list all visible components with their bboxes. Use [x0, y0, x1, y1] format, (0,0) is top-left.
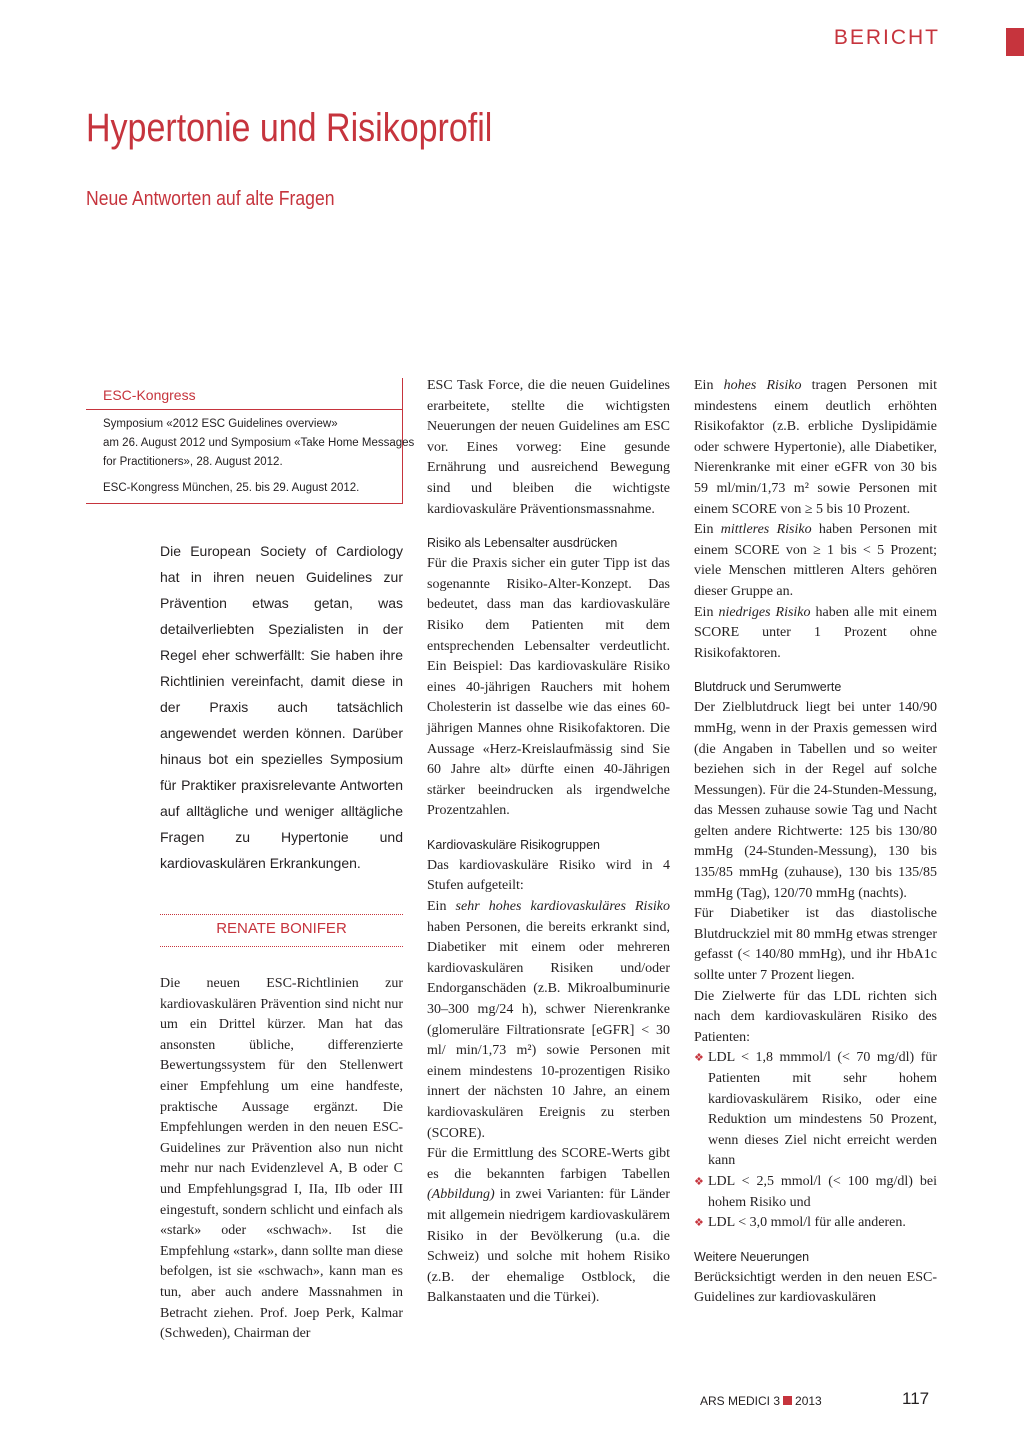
text-run: Ein — [694, 522, 721, 538]
list-item-text: LDL < 2,5 mmol/l (< 100 mg/dl) bei hohem Risiko und — [708, 1173, 937, 1210]
body-paragraph — [427, 1144, 670, 1309]
info-box-line: am 26. August 2012 und Symposium «Take Home Messages — [103, 437, 415, 449]
article-title: Hypertonie und Risikoprofil — [86, 106, 493, 150]
list-item — [694, 1048, 937, 1172]
body-paragraph: Das kardiovaskuläre Risiko wird in 4 Stufen aufgeteilt: — [427, 857, 670, 894]
lead-paragraph: Die European Society of Cardiology hat in ihren neuen Guidelines zur Prävention etwas getan, was detailverliebten Spezialisten in der Regel eher schwerfällt: Sie haben ihre Richtlinien vereinfacht, damit diese in der Praxis auch tatsächlich angewendet werden können. Darüber hinaus bot ein spezielles Symposium für Praktiker praxisrelevante Antworten auf alltägliche und weniger alltägliche Fragen zu Hypertonie und kardiovaskulären Erkrankungen. — [160, 543, 403, 871]
body-paragraph: Für Diabetiker ist das diastolische Blutdruckziel mit 80 mmHg etwas strenger gefasst (< 140/80 mmHg), und ihr HbA1c sollte unter 7 Prozent liegen. — [694, 906, 937, 984]
section-marker-block — [1006, 28, 1024, 56]
diamond-bullet-icon: ❖ — [694, 1217, 704, 1230]
author-divider-top — [160, 914, 403, 915]
diamond-bullet-icon: ❖ — [694, 1175, 704, 1188]
congress-info-box — [86, 378, 415, 504]
emphasis: mittleres Risiko — [720, 522, 812, 538]
body-column-3 — [694, 376, 937, 1309]
list-item-text: LDL < 1,8 mmmol/l (< 70 mg/dl) für Patienten mit sehr hohem kardiovaskulärem Risiko, oder eine Reduktion um mindestens 50 Prozent, wenn dieses Ziel nicht erreicht werden kann — [708, 1050, 937, 1169]
author-divider-bottom — [160, 946, 403, 947]
journal-name: ARS MEDICI 3 — [700, 1394, 781, 1408]
list-item — [694, 1213, 937, 1234]
body-paragraph — [427, 897, 670, 1144]
body-paragraph — [694, 520, 937, 602]
list-item-text: LDL < 3,0 mmol/l für alle anderen. — [708, 1215, 906, 1231]
info-box-line: ESC-Kongress München, 25. bis 29. August 2012. — [103, 482, 360, 494]
section-heading: Kardiovaskuläre Risikogruppen — [427, 837, 601, 852]
article-subtitle: Neue Antworten auf alte Fragen — [86, 188, 335, 210]
text-run: Ein — [694, 378, 724, 393]
emphasis: sehr hohes kardiovaskuläres Risiko — [455, 899, 670, 915]
section-heading: Blutdruck und Serumwerte — [694, 680, 842, 695]
text-run: haben alle mit einem SCORE unter 1 Prozent ohne Risikofaktoren. — [694, 604, 937, 661]
emphasis: hohes Risiko — [723, 378, 802, 393]
body-paragraph — [694, 376, 937, 520]
section-heading: Weitere Neuerungen — [694, 1249, 810, 1264]
section-heading: Risiko als Lebensalter ausdrücken — [427, 536, 618, 551]
journal-year: 2013 — [795, 1394, 822, 1408]
footer-journal-info — [700, 1394, 822, 1408]
info-box-divider — [86, 409, 403, 410]
text-run: Ein — [427, 899, 456, 915]
info-box-line: for Practitioners», 28. August 2012. — [103, 456, 283, 468]
body-paragraph: Die neuen ESC-Richtlinien zur kardiovaskulären Prävention sind nicht nur um ein Drittel kürzer. Man hat das ansonsten übliche, differenzierte Bewertungssystem für den Stellenwert einer Empfehlung um eine handfeste, praktische Aussage ergänzt. Die Empfehlungen werden in den neuen ESC-Guidelines zur Prävention also nun nicht mehr nur nach Evidenzlevel A, B oder C und Empfehlungsgrad I, IIa, IIb oder III eingestuft, sondern schlicht und einfach als «stark» oder «schwach». Ist die Empfehlung «stark», dann sollte man diese befolgen, ist sie «schwach», kann man es tun, aber auch andere Massnahmen in Betracht ziehen. Prof. Joep Perk, Kalmar (Schweden), Chairman der — [160, 976, 403, 1342]
emphasis: niedriges Risiko — [718, 604, 811, 620]
text-run: haben Personen, die bereits erkrankt sind, Diabetiker mit einem oder mehreren kardiovaskulären Risiken und/oder Endorganschäden (z.B. Mikroalbuminurie 30–300 mg/24 h), schwer Nierenkranke (glomeruläre Filtrationsrate [eGFR] < 30 ml/ min/1,73 m²) sowie Personen mit einem mindestens 10-prozentigen Risiko innert der nächsten 10 Jahre, an einem kardiovaskulären Ereignis zu sterben (SCORE). — [427, 919, 670, 1141]
text-run: in zwei Varianten: für Länder mit allgemein niedrigem kardiovaskulärem Risiko in der Bevölkerung (u.a. die Schweiz) und solche mit hohem Risiko (z.B. der ehemalige Ostblock, die Balkanstaaten und die Türkei). — [427, 1187, 670, 1306]
body-paragraph: Für die Praxis sicher ein guter Tipp ist das sogenannte Risiko-Alter-Konzept. Das bedeutet, dass man das kardiovaskuläre Risiko dem Patienten mit dem entsprechenden Lebensalter verdeutlicht. Ein Beispiel: Das kardiovaskuläre Risiko eines 40-jährigen Rauchers mit hohem Cholesterin ist dasselbe wie das eines 60-jährigen Mannes ohne Risikofaktoren. Die Aussage «Herz-Kreislaufmässig sind Sie 60 Jahre alt» dürfte einen 40-Jährigen stärker beeindrucken als irgendwelche Prozentzahlen. — [427, 556, 670, 819]
text-run: tragen Personen mit mindestens einem deutlich erhöhten Risikofaktor (z.B. erbliche Dyslipidämie oder schwere Hypertonie), alle Diabetiker, Nierenkranke mit einer eGFR von 30 bis 59 ml/min/1,73 m² sowie Personen mit einem SCORE von ≥ 5 bis 10 Prozent. — [694, 378, 937, 517]
list-item — [694, 1172, 937, 1213]
author-name: RENATE BONIFER — [216, 920, 347, 937]
body-column-2 — [427, 376, 670, 1309]
body-paragraph: Der Zielblutdruck liegt bei unter 140/90 mmHg, wenn in der Praxis gemessen wird (die Angaben in Tabellen und so weiter beziehen sich in der Regel auf solche Messungen). Für die 24-Stunden-Messung, das Messen zuhause sowie Tag und Nacht gelten andere Richtwerte: 125 bis 130/80 mmHg (24-Stunden-Messung), 130 bis 135/85 mmHg (zuhause), 130 bis 135/85 mmHg (Tag), 120/70 mmHg (nachts). — [694, 700, 937, 901]
info-box-title: ESC-Kongress — [103, 387, 196, 403]
emphasis: (Abbildung) — [427, 1187, 495, 1203]
section-label: BERICHT — [833, 26, 940, 49]
body-paragraph: ESC Task Force, die die neuen Guidelines erarbeitete, stellte die wichtigsten Neuerungen der neuen Guidelines am ESC vor. Eines vorweg: Eine gesunde Ernährung und ausreichend Bewegung sind und bleiben die wichtigste kardiovaskuläre Präventionsmassnahme. — [427, 378, 670, 517]
text-run: Ein — [694, 604, 719, 620]
footer-square-marker — [783, 1396, 792, 1405]
body-paragraph: Die Zielwerte für das LDL richten sich nach dem kardiovaskulären Risiko des Patienten: — [694, 988, 937, 1045]
diamond-bullet-icon: ❖ — [694, 1052, 704, 1065]
text-run: haben Personen mit einem SCORE von ≥ 1 bis < 5 Prozent; viele Menschen mittleren Alters gehören dieser Gruppe an. — [694, 522, 938, 599]
body-paragraph — [694, 603, 937, 665]
body-column-1 — [160, 974, 403, 1345]
body-paragraph: Berücksichtigt werden in den neuen ESC-Guidelines zur kardiovaskulären — [694, 1269, 937, 1306]
info-box-line: Symposium «2012 ESC Guidelines overview» — [103, 418, 338, 430]
page-number: 117 — [902, 1389, 930, 1408]
text-run: Für die Ermittlung des SCORE-Werts gibt es die bekannten farbigen Tabellen — [427, 1146, 670, 1182]
